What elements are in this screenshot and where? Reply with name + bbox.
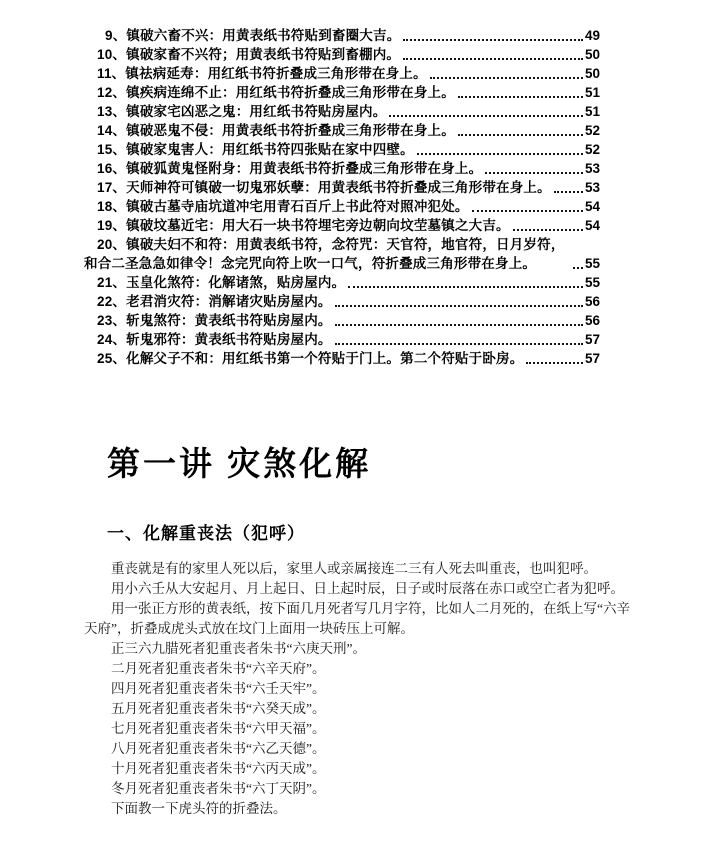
toc-page-number: 57 [584,332,600,347]
paragraph: 七月死者犯重丧者朱书“六甲天福”。 [111,721,326,736]
toc-entry[interactable] [84,273,600,292]
paragraph: 十月死者犯重丧者朱书“六丙天成”。 [111,761,326,776]
toc-page-number: 49 [584,28,600,43]
paragraph: 正三六九腊死者犯重丧者朱书“六庚天刑”。 [111,641,366,656]
toc-entry-label: 17、天师神符可镇破一切鬼邪妖孽：用黄表纸书符折叠成三角形带在身上。 [97,180,551,195]
toc-page-number: 52 [584,142,600,157]
toc-page-number: 53 [584,180,600,195]
toc-entry-label: 21、玉皇化煞符：化解诸煞，贴房屋内。 [97,275,346,290]
toc-page-number: 50 [584,66,600,81]
toc-entry-label: 12、镇疾病连绵不止：用红纸书符折叠成三角形带在身上。 [97,85,455,100]
dot-leader [485,172,583,174]
toc-entry[interactable] [84,102,600,121]
toc-entry[interactable] [84,121,600,140]
toc-entry[interactable] [84,292,600,311]
toc-entry-label: 14、镇破恶鬼不侵：用黄表纸书符折叠成三角形带在身上。 [97,123,455,138]
toc-page-number: 55 [584,256,600,271]
section-title: 一、化解重丧法（犯呼） [107,524,305,543]
toc-entry-label: 10、镇破家畜不兴符；用黄表纸书符贴到畜棚内。 [97,47,401,62]
paragraph: 用小六壬从大安起月、月上起日、日上起时辰，日子或时辰落在赤口或空亡者为犯呼。 [111,581,624,596]
toc-page-number: 56 [584,313,600,328]
dot-leader [335,343,583,345]
toc-entry[interactable] [84,216,600,235]
paragraph: 八月死者犯重丧者朱书“六乙天德”。 [111,741,326,756]
paragraph: 五月死者犯重丧者朱书“六癸天成”。 [111,701,326,716]
toc-entry[interactable] [84,159,600,178]
toc-entry[interactable] [84,311,600,330]
toc-entry-label: 22、老君消灾符：消解诸灾贴房屋内。 [97,294,332,309]
toc-entry[interactable] [84,140,600,159]
paragraph: 重丧就是有的家里人死以后，家里人或亲属接连二三有人死去叫重丧，也叫犯呼。 [111,561,597,576]
toc-entry[interactable] [84,178,600,197]
toc-entry[interactable] [84,235,600,273]
paragraph: 用一张正方形的黄表纸，按下面几月死者写几月字符，比如人二月死的，在纸上写“六辛天府”，折叠成虎头式放在坟门上面用一块砖压上可解。 [84,601,630,636]
dot-leader [348,286,583,288]
dot-leader [335,305,583,307]
toc-entry-label: 20、镇破夫妇不和符：用黄表纸书符，念符咒：天官符，地官符，日月岁符，和合二圣急急如律令！念完咒向符上吹一口气，符折叠成三角形带在身上。 [84,237,565,271]
dot-leader [513,229,583,231]
dot-leader [554,191,583,193]
paragraph: 二月死者犯重丧者朱书“六辛天府”。 [111,661,326,676]
chapter-title: 第一讲 灾煞化解 [107,445,372,482]
toc-entry-label: 18、镇破古墓寺庙坑道冲宅用青石百斤上书此符对照冲犯处。 [97,199,469,214]
dot-leader [430,77,583,79]
table-of-contents [84,26,600,368]
toc-entry-label: 24、斩鬼邪符：黄表纸书符贴房屋内。 [97,332,332,347]
toc-page-number: 54 [584,199,600,214]
dot-leader [458,134,583,136]
dot-leader [403,39,583,41]
toc-entry-label: 16、镇破狐黄鬼怪附身：用黄表纸书符折叠成三角形带在身上。 [97,161,483,176]
toc-entry-label: 25、化解父子不和：用红纸书第一个符贴于门上。第二个符贴于卧房。 [97,351,524,366]
dot-leader [458,96,583,98]
dot-leader [573,267,583,269]
toc-entry[interactable] [84,349,600,368]
dot-leader [472,210,583,212]
toc-entry[interactable] [84,197,600,216]
toc-page-number: 53 [584,161,600,176]
dot-leader [417,153,583,155]
dot-leader [526,362,583,364]
dot-leader [389,115,583,117]
toc-entry-label: 19、镇破坟墓近宅：用大石一块书符埋宅旁边朝向坟茔墓镇之大吉。 [97,218,510,233]
paragraph: 冬月死者犯重丧者朱书“六丁天阴”。 [111,781,326,796]
dot-leader [403,58,583,60]
paragraph: 下面教一下虎头符的折叠法。 [111,801,287,816]
toc-entry-label: 15、镇破家鬼害人：用红纸书符四张贴在家中四壁。 [97,142,414,157]
toc-entry[interactable] [84,330,600,349]
toc-entry-label: 9、镇破六畜不兴：用黄表纸书符贴到畜圈大吉。 [105,28,401,43]
paragraph: 四月死者犯重丧者朱书“六壬天牢”。 [111,681,326,696]
toc-page-number: 50 [584,47,600,62]
toc-entry-label: 11、镇祛病延寿：用红纸书符折叠成三角形带在身上。 [97,66,427,81]
toc-entry[interactable] [84,26,600,45]
toc-page-number: 54 [584,218,600,233]
body-paragraphs [84,559,630,819]
toc-page-number: 57 [584,351,600,366]
toc-entry-label: 23、斩鬼煞符：黄表纸书符贴房屋内。 [97,313,332,328]
toc-entry-label: 13、镇破家宅凶恶之鬼：用红纸书符贴房屋内。 [97,104,387,119]
toc-page-number: 51 [584,85,600,100]
toc-page-number: 56 [584,294,600,309]
toc-entry[interactable] [84,45,600,64]
toc-page-number: 52 [584,123,600,138]
dot-leader [335,324,583,326]
toc-page-number: 55 [584,275,600,290]
toc-entry[interactable] [84,83,600,102]
toc-entry[interactable] [84,64,600,83]
toc-page-number: 51 [584,104,600,119]
